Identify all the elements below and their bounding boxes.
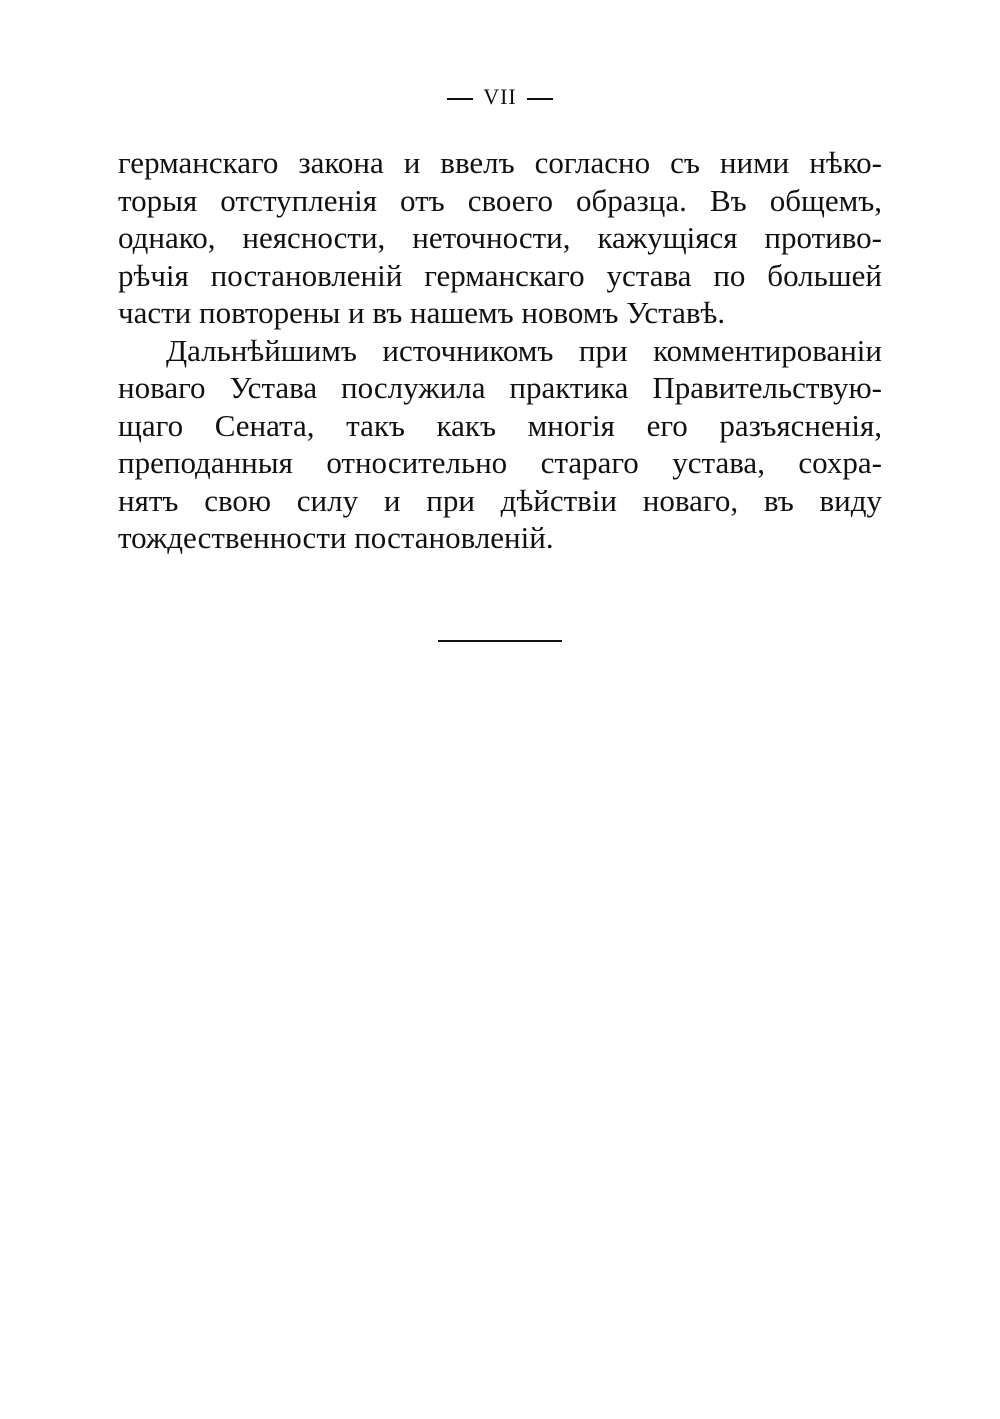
page-number-left-dash <box>447 98 473 100</box>
text-line: тождественности постановленій. <box>118 520 554 555</box>
section-end-rule <box>438 640 562 642</box>
text-line: германскаго закона и ввелъ согласно съ ними нѣко- <box>118 145 882 180</box>
text-line: нятъ свою силу и при дѣйствіи новаго, въ виду <box>118 482 882 518</box>
text-line: рѣчія постановленій германскаго устава по большей <box>118 257 882 293</box>
body-text <box>118 144 882 557</box>
text-line: торыя отступленія отъ своего образца. Въ общемъ, <box>118 182 882 218</box>
page-number <box>0 84 1000 110</box>
page-number-right-dash <box>527 98 553 100</box>
text-line: однако, неясности, неточности, кажущіяся противо- <box>118 220 882 255</box>
paragraph-2 <box>118 332 882 557</box>
text-line: Дальнѣйшимъ источникомъ при комментированіи <box>166 332 882 368</box>
page-number-text: VII <box>483 84 517 109</box>
text-line: щаго Сената, такъ какъ многія его разъясненія, <box>118 407 882 443</box>
text-line: преподанныя относительно стараго устава, сохра- <box>118 445 882 480</box>
text-line: новаго Устава послужила практика Правительствую- <box>118 370 882 405</box>
text-line: части повторены и въ нашемъ новомъ Уставѣ. <box>118 295 726 330</box>
paragraph-1 <box>118 144 882 332</box>
